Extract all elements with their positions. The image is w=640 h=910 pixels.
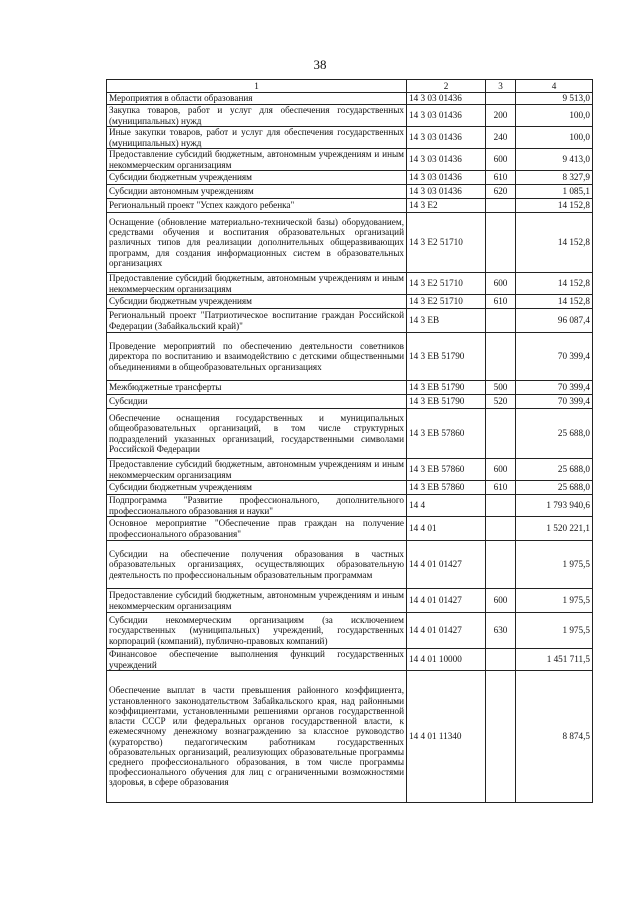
row-expense-type-cell xyxy=(486,541,516,589)
row-code-cell: 14 3 EB xyxy=(407,309,486,333)
row-code-cell: 14 3 EB 51790 xyxy=(407,395,486,409)
table-row xyxy=(107,213,593,273)
row-expense-type-cell xyxy=(486,213,516,273)
row-name-cell: Предоставление субсидий бюджетным, автономным учреждениям и иным некоммерческим организациям xyxy=(107,149,407,171)
row-expense-type-cell xyxy=(486,649,516,671)
row-name-cell: Субсидии автономным учреждениям xyxy=(107,185,407,199)
column-header-amount: 4 xyxy=(516,80,593,93)
row-name-cell: Региональный проект "Успех каждого ребенка" xyxy=(107,199,407,213)
row-amount-cell: 1 793 940,6 xyxy=(516,495,593,517)
row-expense-type-cell: 610 xyxy=(486,295,516,309)
row-expense-type-cell: 600 xyxy=(486,589,516,613)
row-expense-type-cell xyxy=(486,333,516,381)
row-amount-cell: 1 975,5 xyxy=(516,541,593,589)
row-code-cell: 14 3 E2 51710 xyxy=(407,273,486,295)
table-row xyxy=(107,333,593,381)
table-row xyxy=(107,105,593,127)
row-name-cell: Субсидии некоммерческим организациям (за исключением государственных (муниципальных) учреждений, государственных корпораций (компаний), публично-правовых компаний) xyxy=(107,613,407,649)
row-name-cell: Субсидии бюджетным учреждениям xyxy=(107,295,407,309)
column-header-code: 2 xyxy=(407,80,486,93)
row-amount-cell: 1 975,5 xyxy=(516,589,593,613)
row-name-cell: Подпрограмма "Развитие профессионального, дополнительного профессионального образования и науки" xyxy=(107,495,407,517)
row-code-cell: 14 4 01 xyxy=(407,517,486,541)
table-row xyxy=(107,185,593,199)
row-code-cell: 14 3 03 01436 xyxy=(407,171,486,185)
row-amount-cell: 14 152,8 xyxy=(516,213,593,273)
row-name-cell: Оснащение (обновление материально-технической базы) оборудованием, средствами обучения и воспитания образовательных организаций различных типов для реализации дополнительных общеразвивающих программ, для создания информационных систем в образовательных организациях xyxy=(107,213,407,273)
row-amount-cell: 14 152,8 xyxy=(516,295,593,309)
table-row xyxy=(107,481,593,495)
row-expense-type-cell: 200 xyxy=(486,105,516,127)
table-row xyxy=(107,541,593,589)
row-name-cell: Обеспечение оснащения государственных и муниципальных общеобразовательных организаций, в том числе структурных подразделений указанных организаций, государственными символами Российской Федерации xyxy=(107,409,407,459)
row-expense-type-cell xyxy=(486,309,516,333)
table-row xyxy=(107,409,593,459)
row-expense-type-cell: 600 xyxy=(486,149,516,171)
table-row xyxy=(107,517,593,541)
row-expense-type-cell: 500 xyxy=(486,381,516,395)
table-row xyxy=(107,459,593,481)
row-expense-type-cell xyxy=(486,409,516,459)
row-name-cell: Субсидии бюджетным учреждениям xyxy=(107,171,407,185)
table-row xyxy=(107,613,593,649)
row-expense-type-cell: 600 xyxy=(486,459,516,481)
table-row xyxy=(107,295,593,309)
column-header-type: 3 xyxy=(486,80,516,93)
row-code-cell: 14 3 EB 57860 xyxy=(407,481,486,495)
table-row xyxy=(107,381,593,395)
table-row xyxy=(107,649,593,671)
row-expense-type-cell: 600 xyxy=(486,273,516,295)
row-name-cell: Закупка товаров, работ и услуг для обеспечения государственных (муниципальных) нужд xyxy=(107,105,407,127)
table-row xyxy=(107,273,593,295)
row-amount-cell: 1 085,1 xyxy=(516,185,593,199)
row-amount-cell: 14 152,8 xyxy=(516,273,593,295)
budget-table xyxy=(106,79,593,803)
table-row xyxy=(107,671,593,803)
row-code-cell: 14 3 03 01436 xyxy=(407,105,486,127)
row-expense-type-cell xyxy=(486,93,516,105)
row-expense-type-cell: 610 xyxy=(486,171,516,185)
row-amount-cell: 1 975,5 xyxy=(516,613,593,649)
row-expense-type-cell: 520 xyxy=(486,395,516,409)
row-name-cell: Проведение мероприятий по обеспечению деятельности советников директора по воспитанию и взаимодействию с детскими общественными объединениями в общеобразовательных организациях xyxy=(107,333,407,381)
row-name-cell: Субсидии xyxy=(107,395,407,409)
row-code-cell: 14 3 03 01436 xyxy=(407,149,486,171)
row-amount-cell: 25 688,0 xyxy=(516,481,593,495)
row-code-cell: 14 3 EB 51790 xyxy=(407,333,486,381)
row-code-cell: 14 3 03 01436 xyxy=(407,185,486,199)
row-name-cell: Мероприятия в области образования xyxy=(107,93,407,105)
table-row xyxy=(107,149,593,171)
row-expense-type-cell: 620 xyxy=(486,185,516,199)
row-expense-type-cell: 610 xyxy=(486,481,516,495)
row-name-cell: Субсидии бюджетным учреждениям xyxy=(107,481,407,495)
row-expense-type-cell: 630 xyxy=(486,613,516,649)
table-body xyxy=(107,93,593,803)
table-row xyxy=(107,127,593,149)
table-header-row xyxy=(107,80,593,93)
row-expense-type-cell xyxy=(486,495,516,517)
row-name-cell: Обеспечение выплат в части превышения районного коэффициента, установленного законодательством Забайкальского края, над районными коэффициентами, установленными решениями органов государственной власти СССР или федеральных органов государственной власти, к ежемесячному денежному вознаграждению за классное руководство (кураторство) педагогическим работникам государственных образовательных организаций, реализующих образовательные программы среднего профессионального образования, в том числе программы профессионального обучения для лиц с ограниченными возможностями здоровья, в сфере образования xyxy=(107,671,407,803)
row-code-cell: 14 3 E2 xyxy=(407,199,486,213)
row-amount-cell: 70 399,4 xyxy=(516,395,593,409)
page-number: 38 xyxy=(313,57,327,72)
row-amount-cell: 70 399,4 xyxy=(516,381,593,395)
row-code-cell: 14 4 01 01427 xyxy=(407,613,486,649)
row-amount-cell: 9 413,0 xyxy=(516,149,593,171)
table-row xyxy=(107,589,593,613)
row-amount-cell: 100,0 xyxy=(516,127,593,149)
column-header-name: 1 xyxy=(107,80,407,93)
row-expense-type-cell xyxy=(486,199,516,213)
table-row xyxy=(107,171,593,185)
row-amount-cell: 8 874,5 xyxy=(516,671,593,803)
table-row xyxy=(107,199,593,213)
row-code-cell: 14 3 03 01436 xyxy=(407,127,486,149)
row-name-cell: Предоставление субсидий бюджетным, автономным учреждениям и иным некоммерческим организациям xyxy=(107,589,407,613)
row-expense-type-cell xyxy=(486,517,516,541)
row-code-cell: 14 4 01 10000 xyxy=(407,649,486,671)
row-code-cell: 14 4 xyxy=(407,495,486,517)
row-amount-cell: 70 399,4 xyxy=(516,333,593,381)
row-name-cell: Иные закупки товаров, работ и услуг для обеспечения государственных (муниципальных) нужд xyxy=(107,127,407,149)
row-code-cell: 14 3 E2 51710 xyxy=(407,213,486,273)
table-row xyxy=(107,93,593,105)
row-code-cell: 14 3 03 01436 xyxy=(407,93,486,105)
row-amount-cell: 96 087,4 xyxy=(516,309,593,333)
row-name-cell: Региональный проект "Патриотическое воспитание граждан Российской Федерации (Забайкальский край)" xyxy=(107,309,407,333)
row-amount-cell: 1 451 711,5 xyxy=(516,649,593,671)
table-row xyxy=(107,309,593,333)
row-amount-cell: 25 688,0 xyxy=(516,459,593,481)
row-amount-cell: 25 688,0 xyxy=(516,409,593,459)
table-row xyxy=(107,395,593,409)
row-name-cell: Предоставление субсидий бюджетным, автономным учреждениям и иным некоммерческим организациям xyxy=(107,273,407,295)
row-code-cell: 14 4 01 01427 xyxy=(407,589,486,613)
row-amount-cell: 1 520 221,1 xyxy=(516,517,593,541)
row-code-cell: 14 4 01 11340 xyxy=(407,671,486,803)
row-code-cell: 14 3 EB 51790 xyxy=(407,381,486,395)
row-name-cell: Предоставление субсидий бюджетным, автономным учреждениям и иным некоммерческим организациям xyxy=(107,459,407,481)
row-amount-cell: 9 513,0 xyxy=(516,93,593,105)
row-code-cell: 14 3 EB 57860 xyxy=(407,409,486,459)
row-expense-type-cell: 240 xyxy=(486,127,516,149)
table-row xyxy=(107,495,593,517)
row-code-cell: 14 3 EB 57860 xyxy=(407,459,486,481)
row-amount-cell: 100,0 xyxy=(516,105,593,127)
row-code-cell: 14 3 E2 51710 xyxy=(407,295,486,309)
row-name-cell: Межбюджетные трансферты xyxy=(107,381,407,395)
row-expense-type-cell xyxy=(486,671,516,803)
row-amount-cell: 14 152,8 xyxy=(516,199,593,213)
row-code-cell: 14 4 01 01427 xyxy=(407,541,486,589)
row-name-cell: Основное мероприятие "Обеспечение прав граждан на получение профессионального образования" xyxy=(107,517,407,541)
row-name-cell: Субсидии на обеспечение получения образования в частных образовательных организациях, осуществляющих образовательную деятельность по профессиональным образовательным программам xyxy=(107,541,407,589)
row-name-cell: Финансовое обеспечение выполнения функций государственных учреждений xyxy=(107,649,407,671)
row-amount-cell: 8 327,9 xyxy=(516,171,593,185)
